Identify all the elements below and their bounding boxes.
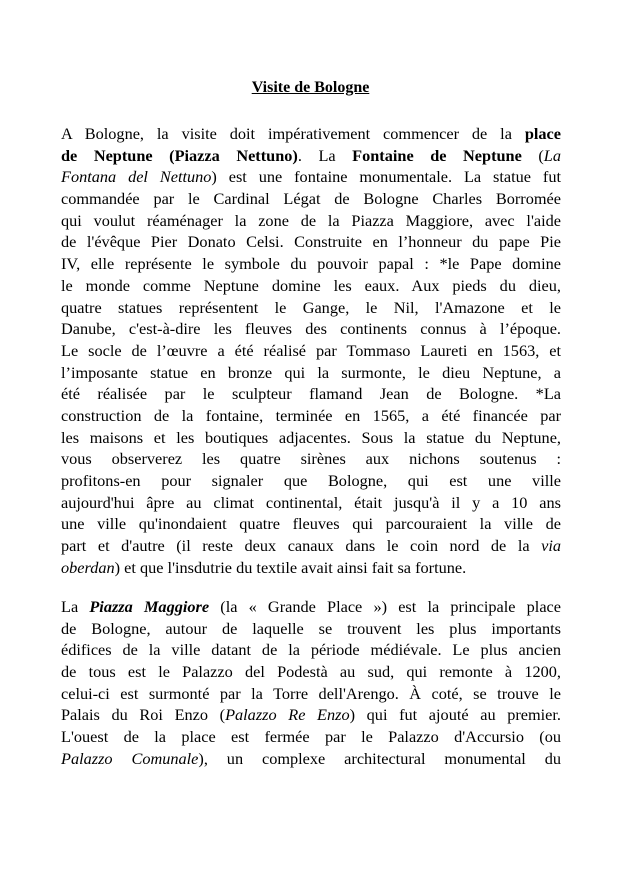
- text-run: Palazzo Comunale: [61, 748, 199, 768]
- text-line: [61, 362, 561, 384]
- text-line: [61, 661, 561, 683]
- text-run: part et d'autre (il reste deux canaux dans le coin nord de la: [61, 536, 542, 556]
- text-line: [61, 683, 561, 705]
- text-line: [61, 513, 561, 535]
- text-run: ) qui fut ajouté au premier.: [349, 705, 562, 725]
- text-run: oberdan: [61, 557, 115, 577]
- text-run: . La: [297, 145, 353, 165]
- text-line: [61, 535, 561, 557]
- text-line: [61, 639, 561, 661]
- text-run: le monde comme Neptune domine les eaux. Aux pieds du dieu,: [61, 275, 561, 295]
- text-run: ) et que l'insdutrie du textile avait ainsi fait sa fortune.: [114, 557, 467, 577]
- text-run: quatre statues représentent le Gange, le Nil, l'Amazone et le: [61, 297, 561, 317]
- text-line: [61, 726, 561, 748]
- text-line: [61, 123, 561, 145]
- text-run: Fontaine de Neptune: [352, 145, 522, 165]
- text-run: l’imposante statue en bronze qui la surmonte, le dieu Neptune, a: [61, 362, 561, 382]
- text-run: édifices de la ville datant de la période médiévale. Le plus ancien: [61, 640, 561, 660]
- text-run: La: [543, 145, 561, 165]
- text-run: Fontana del Nettuno: [61, 167, 212, 187]
- text-line: [61, 253, 561, 275]
- text-run: Palazzo Re Enzo: [225, 705, 350, 725]
- text-run: celui-ci est surmonté par la Torre dell'Arengo. À coté, se trouve le: [61, 683, 561, 703]
- text-run: Danube, c'est-à-dire les fleuves des continents connus à l’époque.: [61, 319, 561, 339]
- text-run: les maisons et les boutiques adjacentes. Sous la statue du Neptune,: [61, 427, 561, 447]
- text-run: IV, elle représente le symbole du pouvoir papal : *le Pape domine: [61, 254, 561, 274]
- text-line: [61, 210, 561, 232]
- text-run: une ville qu'inondaient quatre fleuves qui parcouraient la ville de: [61, 514, 561, 534]
- text-line: [61, 405, 561, 427]
- text-line: [61, 470, 561, 492]
- text-run: place: [524, 124, 561, 143]
- text-line: [61, 145, 561, 167]
- text-run: Palais du Roi Enzo (: [61, 705, 226, 725]
- text-line: [61, 297, 561, 319]
- paragraph-fontaine-neptune: [61, 123, 561, 578]
- text-line: [61, 166, 561, 188]
- text-run: construction de la fontaine, terminée en 1565, a été financée par: [61, 405, 561, 425]
- text-run: de Neptune (Piazza Nettuno): [61, 145, 298, 165]
- text-run: qui voulut réaménager la zone de la Piazza Maggiore, avec l'aide: [61, 210, 561, 230]
- text-run: Le socle de l’œuvre a été réalisé par Tommaso Laureti en 1563, et: [61, 340, 561, 360]
- text-run: La: [61, 597, 90, 616]
- text-line: [61, 275, 561, 297]
- document-title: Visite de Bologne: [251, 79, 370, 96]
- text-line: [61, 318, 561, 340]
- text-line: [61, 383, 561, 405]
- text-line: [61, 188, 561, 210]
- paragraph-piazza-maggiore: [61, 596, 561, 770]
- text-line: [61, 596, 561, 618]
- text-run: de Bologne, autour de laquelle se trouvent les plus importants: [61, 618, 561, 638]
- text-line: [61, 427, 561, 449]
- text-line: [61, 340, 561, 362]
- text-line: [61, 448, 561, 470]
- text-run: A Bologne, la visite doit impérativement commencer de la: [61, 124, 525, 143]
- text-run: L'ouest de la place est fermée par le Palazzo d'Accursio (ou: [61, 727, 561, 747]
- text-line: [61, 618, 561, 640]
- text-run: vous observerez les quatre sirènes aux nichons soutenus :: [61, 449, 561, 469]
- text-run: commandée par le Cardinal Légat de Bologne Charles Borromée: [61, 189, 561, 209]
- text-line: [61, 231, 561, 253]
- text-run: de tous est le Palazzo del Podestà au sud, qui remonte à 1200,: [61, 662, 561, 682]
- text-run: via: [541, 536, 561, 556]
- text-run: ) est une fontaine monumentale. La statue fut: [211, 167, 561, 187]
- text-line: [61, 492, 561, 514]
- text-line: [61, 557, 561, 579]
- text-run: (la « Grande Place ») est la principale place: [209, 597, 562, 616]
- text-line: [61, 748, 561, 770]
- text-line: [61, 704, 561, 726]
- text-run: Piazza Maggiore: [89, 597, 210, 616]
- text-run: de l'évêque Pier Donato Celsi. Construite en l’honneur du pape Pie: [61, 232, 561, 252]
- text-run: (: [521, 145, 544, 165]
- text-run: profitons-en pour signaler que Bologne, qui est une ville: [61, 471, 561, 490]
- text-run: ), un complexe architectural monumental du: [198, 748, 561, 768]
- text-run: aujourd'hui âpre au climat continental, était jusqu'à il y a 10 ans: [61, 492, 561, 512]
- text-run: été réalisée par le sculpteur flamand Jean de Bologne. *La: [61, 384, 561, 404]
